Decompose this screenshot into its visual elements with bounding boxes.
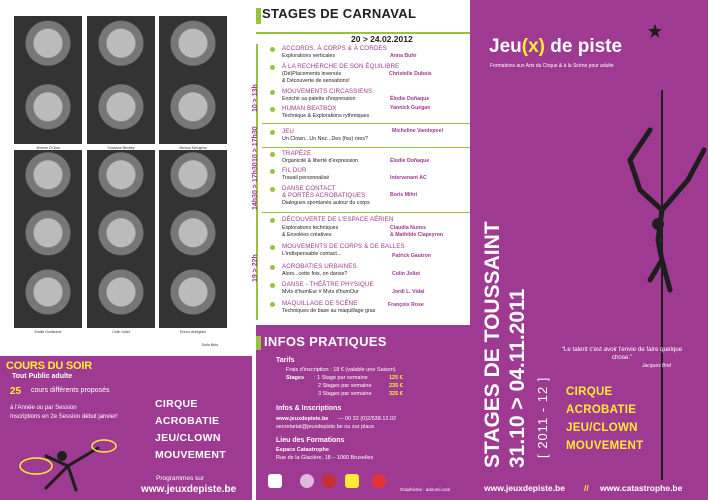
quote-text: “Le talent c'est avoir l'envie de faire quelque chose.”: [561, 346, 683, 361]
photo-caption: Colin Joliet: [112, 330, 130, 334]
price-label: : 1 Stage par semaine: [314, 375, 368, 381]
stages-label: Stages: [286, 375, 305, 381]
time-slot: 10 > 17h30: [252, 126, 259, 162]
item-desc: Explorations techniques: [282, 225, 339, 231]
toussaint-season: [ 2011 - 12 ]: [535, 376, 550, 458]
brand-logo: [489, 36, 622, 58]
infos-header-bar: [256, 336, 261, 350]
item-title: FIL DUR: [282, 167, 307, 174]
item-desc: Travail personnalisé: [282, 175, 330, 181]
photo: [87, 208, 155, 270]
item-author: Colin Joliet: [392, 271, 420, 277]
carnaval-dates: 20 > 24.02.2012: [351, 34, 413, 44]
item-bullet: [270, 152, 275, 157]
item-title: JEU: [282, 128, 294, 135]
carnaval-title: STAGES DE CARNAVAL: [262, 6, 417, 21]
inscriptions-phone: — 00 32 (0)2/538.12.02: [338, 416, 397, 422]
item-desc: Organicité & liberté d'expression: [282, 158, 359, 164]
item-bullet: [270, 65, 275, 70]
time-slot: 19 > 22h: [252, 254, 259, 282]
item-desc: & Envolées créatives: [282, 232, 332, 238]
photo-caption: Emilie Guillaume: [34, 330, 62, 334]
price-value: 325 €: [389, 391, 403, 397]
item-author: Micheline Vandepoel: [392, 128, 444, 134]
programmes-link[interactable]: www.jeuxdepiste.be: [141, 484, 237, 495]
price-label: 3 Stages par semaine: [318, 391, 372, 397]
cours-count: 25: [10, 386, 22, 397]
item-title: MOUVEMENTS DE CORPS & DE BALLES: [282, 243, 405, 250]
tarifs-label: Tarifs: [276, 357, 295, 364]
item-author: Jordi L. Vidal: [392, 289, 425, 295]
item-title: HUMAN BEATBOX: [282, 105, 337, 112]
item-bullet: [270, 283, 275, 288]
item-author: Claudia Nunes: [390, 225, 427, 231]
lieu-name: Espace Catastrophe: [276, 447, 329, 453]
photo-caption: Jérôme D'Orso: [35, 146, 61, 150]
item-author: Élodie Doñaque: [390, 96, 430, 102]
item-title: MAQUILLAGE DE SCÈNE: [282, 300, 358, 307]
cours-line: à l'Année ou par Session: [10, 405, 77, 411]
item-bullet: [270, 245, 275, 250]
item-bullet: [270, 187, 275, 192]
footer-link[interactable]: www.catastrophe.be: [600, 483, 683, 493]
item-title: TRAPÈZE: [282, 150, 312, 157]
cours-title: COURS DU SOIR: [6, 360, 93, 372]
photo-caption: Michou Meugens: [179, 146, 207, 150]
item-author: Boris Mihri: [390, 192, 418, 198]
price-value: 235 €: [389, 383, 403, 389]
item-desc: Techniques de base au maquillage gras: [282, 308, 376, 314]
toussaint-title: STAGES DE TOUSSAINT: [481, 221, 504, 468]
item-desc: Mvts d'humEur # Mvts d'humOur: [282, 289, 359, 295]
time-slot: 10 > 13h: [252, 84, 259, 112]
item-desc: Enrichir sa palette d'expression: [282, 96, 356, 102]
juggler-figure-icon: [6, 426, 126, 496]
photo: [159, 208, 227, 270]
slot-divider: [262, 212, 470, 213]
footer-link[interactable]: www.jeuxdepiste.be: [484, 483, 565, 493]
right-discipline: ACROBATIE: [566, 404, 637, 416]
item-author: Yannick Guégan: [390, 105, 431, 111]
brand-part: Jeu: [489, 36, 522, 57]
item-bullet: [270, 130, 275, 135]
item-desc: Explorations verticales: [282, 53, 335, 59]
carnaval-header-bar: [256, 8, 261, 24]
quote-author: Jacques Brel: [642, 363, 671, 369]
inscriptions-site[interactable]: www.jeuxdepiste.be: [276, 416, 329, 422]
cours-count-text: cours différents proposés: [31, 387, 110, 394]
right-discipline: JEU/CLOWN: [566, 422, 638, 434]
photo: [159, 16, 227, 84]
item-desc: L'indispensable contact...: [282, 251, 342, 257]
photo: [14, 16, 82, 84]
brand-tagline: Formations aux Arts du Cirque & à la Scène pour adulte: [490, 63, 614, 69]
photo: [14, 268, 82, 328]
cours-discipline: CIRQUE: [155, 398, 198, 410]
frais-inscription: Frais d'inscription : 18 € (valable une Saison): [286, 367, 396, 373]
partner-logo: [268, 474, 282, 488]
time-slot: 14h30 > 17h30: [252, 162, 259, 210]
lieu-address: Rue de la Glacière, 18 – 1060 Bruxelles: [276, 455, 374, 461]
item-author: Intervenant AC: [390, 175, 427, 181]
partner-logo: [322, 474, 336, 488]
item-bullet: [270, 302, 275, 307]
cours-line: Inscriptions en 2e Session début janvier!: [10, 414, 118, 420]
infos-title: INFOS PRATIQUES: [264, 334, 387, 349]
item-title: ACCORDS, À CORPS & À CORDES: [282, 45, 387, 52]
right-discipline: MOUVEMENT: [566, 440, 644, 452]
item-bullet: [270, 90, 275, 95]
item-title: DANSE - THÉÂTRE PHYSIQUE: [282, 281, 374, 288]
inscriptions-email[interactable]: secretariat@jeuxdepiste.be ou sur place: [276, 424, 375, 430]
item-title: & PORTÉS ACROBATIQUES: [282, 192, 366, 199]
item-title: MOUVEMENTS CIRCASSIENS: [282, 88, 373, 95]
infos-pratiques-panel: [256, 325, 470, 500]
item-desc: (Dé)Placements inversés: [282, 71, 342, 77]
photo: [87, 16, 155, 84]
item-bullet: [270, 47, 275, 52]
photo: [87, 82, 155, 144]
item-author: Patrick Gautron: [392, 253, 431, 259]
item-title: DÉCOUVERTE DE L'ESPACE AÉRIEN: [282, 216, 394, 223]
lieu-label: Lieu des Formations: [276, 437, 345, 444]
photo: [87, 150, 155, 212]
item-bullet: [270, 107, 275, 112]
right-discipline: CIRQUE: [566, 386, 613, 398]
item-bullet: [270, 265, 275, 270]
brand-part: (x): [521, 36, 545, 57]
item-author: Anna Buhr: [390, 53, 417, 59]
cours-discipline: MOUVEMENT: [155, 449, 226, 461]
photo: [14, 150, 82, 212]
graphisme-credit: Graphisme : adoomi.com: [400, 487, 451, 492]
item-title: À LA RECHERCHE DE SON ÉQUILIBRE: [282, 63, 400, 70]
item-desc: Dialogues spontanés autour du corps: [282, 200, 370, 206]
item-author: & Mathilde Clapeyron: [390, 232, 444, 238]
cours-du-soir-panel: [0, 356, 252, 500]
footer-separator: //: [584, 483, 589, 493]
photo: [87, 268, 155, 328]
photo: [159, 150, 227, 212]
partner-logo: [345, 474, 359, 488]
cours-discipline: ACROBATIE: [155, 415, 220, 427]
brand-part: de piste: [544, 36, 623, 57]
photo-caption: Sofia Brito: [201, 343, 219, 347]
item-bullet: [270, 218, 275, 223]
price-value: 125 €: [389, 375, 403, 381]
cours-discipline: JEU/CLOWN: [155, 432, 221, 444]
item-bullet: [270, 169, 275, 174]
toussaint-dates: 31.10 > 04.11.2011: [506, 288, 529, 468]
item-desc: & Découverte de sensations!: [282, 78, 350, 84]
partner-logo: [372, 474, 386, 488]
price-label: 2 Stages par semaine: [318, 383, 372, 389]
slot-divider: [262, 147, 470, 148]
photo: [159, 82, 227, 144]
item-author: François Rose: [388, 302, 424, 308]
photo: [159, 268, 227, 328]
inscriptions-label: Infos & Inscriptions: [276, 405, 342, 412]
photo: [14, 82, 82, 144]
item-desc: Un Clown...Un Nez...Des (fou) rires?: [282, 136, 368, 142]
slot-divider: [262, 123, 470, 124]
item-desc: Technique & Explorations rythmiques: [282, 113, 370, 119]
item-desc: Alors...cette fois, on danse?: [282, 271, 348, 277]
item-title: DANSE CONTACT: [282, 185, 336, 192]
cours-subtitle: Tout Public adulte: [12, 373, 73, 380]
photo-caption: Susanne Bentley: [107, 146, 135, 150]
partner-logo: [300, 474, 314, 488]
photo: [14, 208, 82, 270]
programmes-label: Programmes sur: [156, 475, 205, 482]
star-icon: [648, 24, 662, 38]
item-title: ACROBATIES URBAINES: [282, 263, 357, 270]
item-author: Élodie Doñaque: [390, 158, 430, 164]
photo-caption: Enrico Antegiani: [180, 330, 206, 334]
item-author: Christelle Dubois: [389, 71, 432, 77]
